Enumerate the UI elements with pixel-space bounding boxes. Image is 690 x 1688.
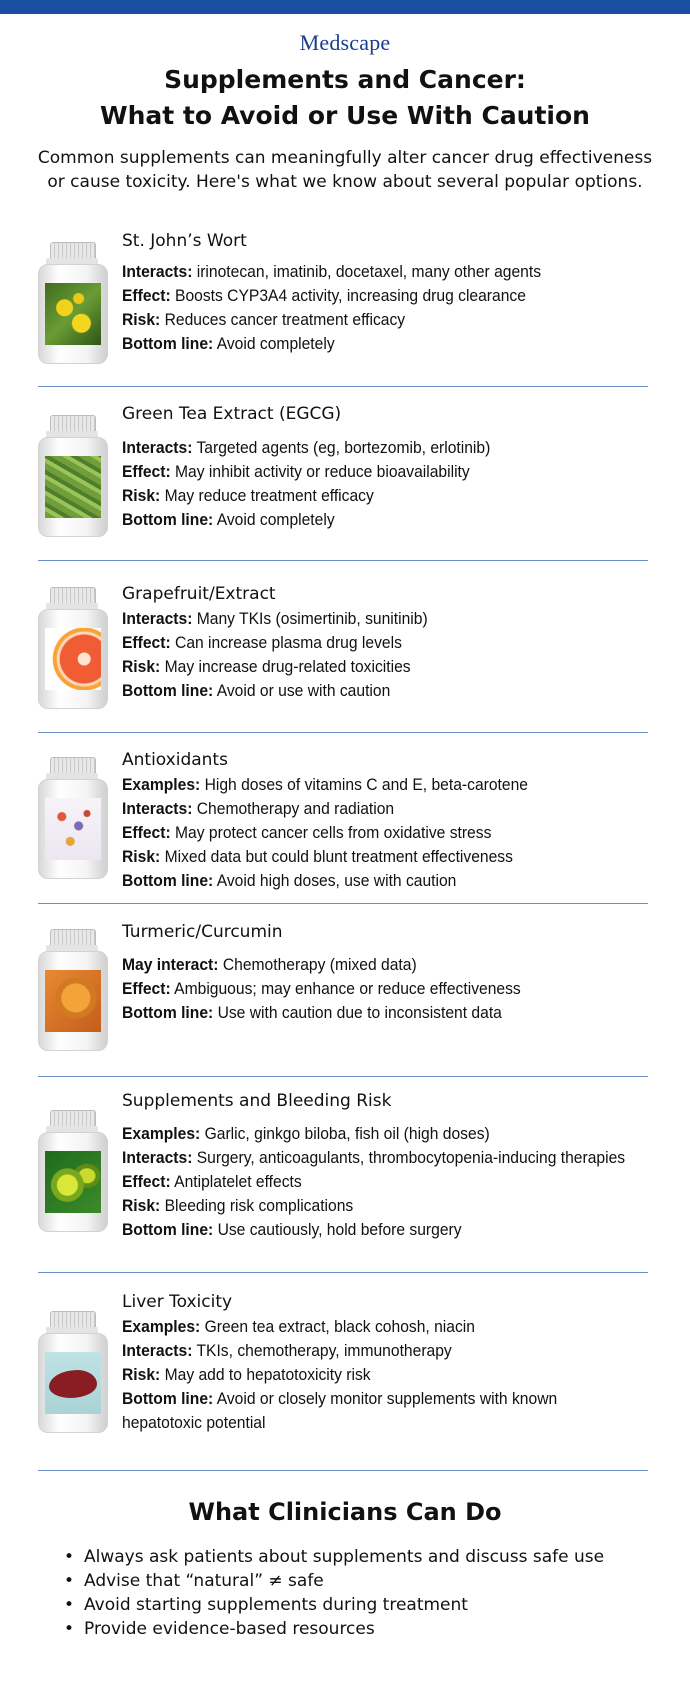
detail-line: Risk: Mixed data but could blunt treatment effectiveness xyxy=(122,847,513,866)
detail-line: hepatotoxic potential xyxy=(122,1413,266,1432)
detail-line: Risk: May reduce treatment efficacy xyxy=(122,486,374,505)
intro-text xyxy=(28,146,662,194)
intro-line-2: or cause toxicity. Here's what we know about several popular options. xyxy=(47,172,643,192)
section-divider xyxy=(38,903,648,904)
list-item: • Always ask patients about supplements and discuss safe use xyxy=(62,1545,604,1569)
detail-line: Effect: May protect cancer cells from oxidative stress xyxy=(122,823,492,842)
intro-line-1: Common supplements can meaningfully alter cancer drug effectiveness xyxy=(37,148,653,168)
st-johns-wort-bottle-image xyxy=(38,242,106,364)
section-title: Supplements and Bleeding Risk xyxy=(122,1091,392,1111)
detail-line: Interacts: Surgery, anticoagulants, thrombocytopenia-inducing therapies xyxy=(122,1148,626,1167)
detail-line: Examples: Garlic, ginkgo biloba, fish oil (high doses) xyxy=(122,1124,490,1143)
detail-line: Interacts: irinotecan, imatinib, docetaxel, many other agents xyxy=(122,262,542,281)
section-details xyxy=(122,260,643,356)
detail-line: Bottom line: Avoid completely xyxy=(122,334,335,353)
section-details xyxy=(122,953,643,1025)
detail-line: Effect: Ambiguous; may enhance or reduce effectiveness xyxy=(122,979,521,998)
section-title: St. John’s Wort xyxy=(122,231,247,251)
list-item: • Provide evidence-based resources xyxy=(62,1617,604,1641)
section-title: Turmeric/Curcumin xyxy=(122,922,283,942)
section-divider xyxy=(38,560,648,561)
list-item: • Advise that “natural” ≠ safe xyxy=(62,1569,604,1593)
detail-line: Bottom line: Avoid high doses, use with caution xyxy=(122,871,457,890)
detail-line: Risk: May increase drug-related toxicities xyxy=(122,657,411,676)
detail-line: Risk: Bleeding risk complications xyxy=(122,1196,354,1215)
detail-line: Bottom line: Avoid or closely monitor supplements with known xyxy=(122,1389,558,1408)
liver-icon xyxy=(49,1370,97,1398)
list-item: • Avoid starting supplements during treatment xyxy=(62,1593,604,1617)
section-details xyxy=(122,1315,643,1435)
detail-line: Interacts: Targeted agents (eg, bortezomib, erlotinib) xyxy=(122,438,491,457)
detail-line: Examples: High doses of vitamins C and E, beta-carotene xyxy=(122,775,528,794)
clinicians-title: What Clinicians Can Do xyxy=(188,1498,502,1526)
detail-line: Effect: Boosts CYP3A4 activity, increasing drug clearance xyxy=(122,286,526,305)
antioxidants-bottle-image xyxy=(38,757,106,879)
detail-line: Interacts: TKIs, chemotherapy, immunotherapy xyxy=(122,1341,452,1360)
section-divider xyxy=(38,1272,648,1273)
detail-line: Bottom line: Use with caution due to inconsistent data xyxy=(122,1003,502,1022)
section-title: Liver Toxicity xyxy=(122,1292,233,1312)
detail-line: Examples: Green tea extract, black cohosh, niacin xyxy=(122,1317,475,1336)
section-details xyxy=(122,607,643,703)
detail-line: Effect: May inhibit activity or reduce bioavailability xyxy=(122,462,470,481)
detail-line: Risk: May add to hepatotoxicity risk xyxy=(122,1365,371,1384)
section-title: Green Tea Extract (EGCG) xyxy=(122,404,342,424)
section-details xyxy=(122,773,643,893)
green-tea-bottle-image xyxy=(38,415,106,537)
fish-oil-bottle-image xyxy=(38,1110,106,1232)
detail-line: Risk: Reduces cancer treatment efficacy xyxy=(122,310,406,329)
liver-bottle-image xyxy=(38,1311,106,1433)
detail-line: Bottom line: Avoid completely xyxy=(122,510,335,529)
detail-line: Interacts: Many TKIs (osimertinib, sunitinib) xyxy=(122,609,428,628)
section-divider xyxy=(38,732,648,733)
section-divider xyxy=(38,1076,648,1077)
detail-line: Interacts: Chemotherapy and radiation xyxy=(122,799,395,818)
section-details xyxy=(122,436,643,532)
detail-line: Effect: Antiplatelet effects xyxy=(122,1172,302,1191)
detail-line: Bottom line: Use cautiously, hold before surgery xyxy=(122,1220,462,1239)
title-line-2: What to Avoid or Use With Caution xyxy=(100,101,590,130)
medscape-logo: Medscape xyxy=(299,30,391,55)
top-accent-bar xyxy=(0,0,690,14)
section-divider xyxy=(38,1470,648,1471)
section-title: Antioxidants xyxy=(122,750,228,770)
detail-line: Bottom line: Avoid or use with caution xyxy=(122,681,391,700)
section-title: Grapefruit/Extract xyxy=(122,584,276,604)
turmeric-bottle-image xyxy=(38,929,106,1051)
section-divider xyxy=(38,386,648,387)
grapefruit-bottle-image xyxy=(38,587,106,709)
clinicians-list xyxy=(62,1545,604,1641)
title-line-1: Supplements and Cancer: xyxy=(164,65,526,94)
page-title xyxy=(0,62,690,134)
section-details xyxy=(122,1122,643,1242)
detail-line: Effect: Can increase plasma drug levels xyxy=(122,633,402,652)
detail-line: May interact: Chemotherapy (mixed data) xyxy=(122,955,417,974)
